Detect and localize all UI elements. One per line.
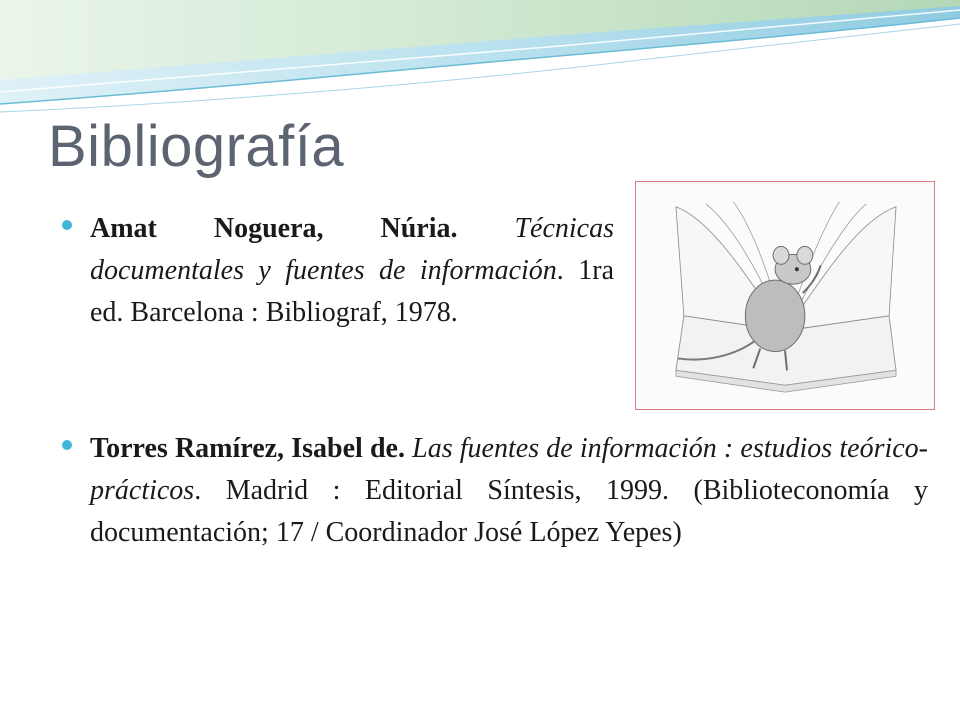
header-wave-decoration	[0, 0, 960, 120]
bibliography-entry-2	[62, 428, 928, 554]
entry-publication: . Madrid : Editorial Síntesis, 1999. (Biblioteconomía y documentación; 17 / Coordinador José López Yepes)	[90, 475, 928, 548]
bullet-icon	[62, 220, 72, 230]
mouse-peeking-under-book-pages-illustration	[636, 182, 934, 409]
entry-author: Amat Noguera, Núria.	[90, 213, 458, 244]
entry-author: Torres Ramírez, Isabel de.	[90, 433, 405, 464]
bibliography-entry-1	[62, 208, 614, 334]
entry-publication: . 1ra ed. Barcelona : Bibliograf, 1978.	[90, 255, 614, 328]
entry-title: Técnicas documentales y fuentes de información	[90, 213, 614, 286]
entry-title: Las fuentes de información : estudios teórico-prácticos	[90, 433, 928, 506]
slide-title: Bibliografía	[48, 114, 345, 179]
bullet-icon	[62, 440, 72, 450]
book-mouse-illustration	[635, 181, 935, 410]
